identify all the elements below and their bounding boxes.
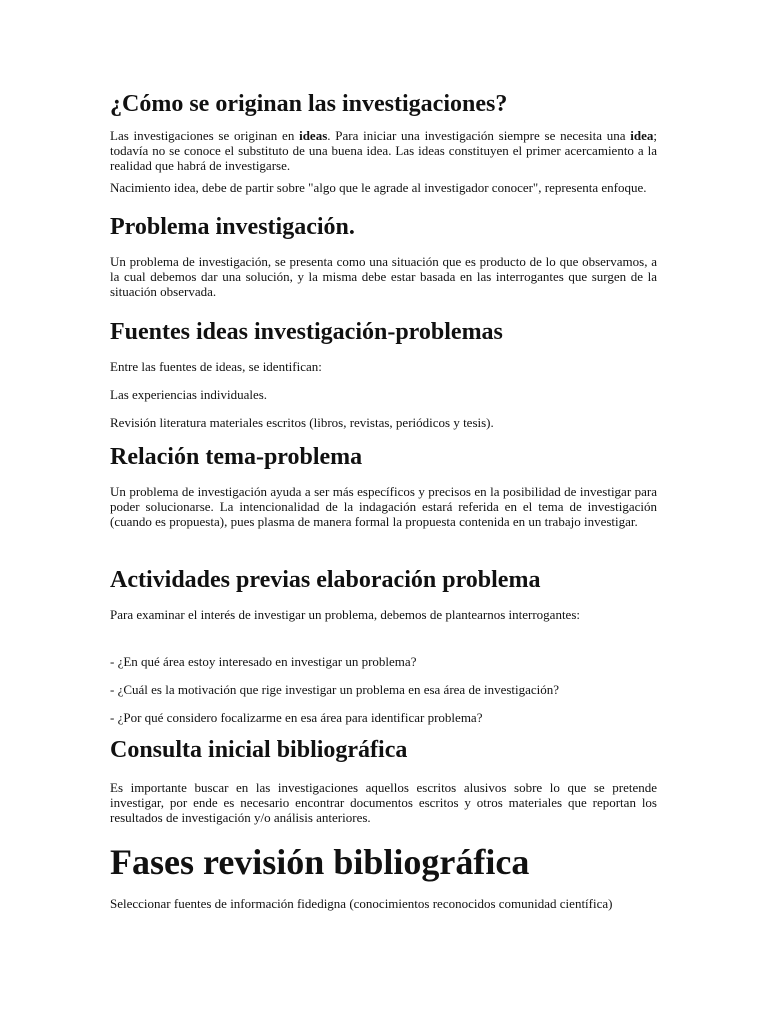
- heading-consulta-inicial: Consulta inicial bibliográfica: [110, 737, 408, 763]
- paragraph-origen-ideas: Las investigaciones se originan en ideas. Para iniciar una investigación siempre se necesita una idea; todavía no se conoce el substituto de una buena idea. Las ideas constituyen el primer acercamiento a la realidad que habrá de investigarse.: [110, 128, 657, 173]
- list-item-question-3: - ¿Por qué considero focalizarme en esa área para identificar problema?: [110, 710, 483, 725]
- paragraph-experiencias: Las experiencias individuales.: [110, 387, 268, 402]
- heading-fases-revision: Fases revisión bibliográfica: [110, 842, 530, 882]
- paragraph-problema-investigacion: Un problema de investigación, se presenta como una situación que es producto de lo que observamos, a la cual debemos dar una solución, y la misma debe estar basada en las interrogantes que surgen de la situación observada.: [110, 254, 657, 299]
- heading-relacion-tema-problema: Relación tema-problema: [110, 444, 363, 470]
- paragraph-actividades-intro: Para examinar el interés de investigar un problema, debemos de plantearnos interrogantes:: [110, 607, 580, 622]
- paragraph-relacion-tema-problema: Un problema de investigación ayuda a ser más específicos y precisos en la posibilidad de investigar para poder solucionarse. La intencionalidad de la indagación estará referida en el tema de investigación (cuando es propuesta), pues plasma de manera formal la propuesta contenida en un trabajo investigar.: [110, 484, 657, 529]
- paragraph-consulta-inicial: Es importante buscar en las investigaciones aquellos escritos alusivos sobre lo que se pretende investigar, por ende es necesario encontrar documentos escritos y otros materiales que reportan los resultados de investigación y/o análisis anteriores.: [110, 780, 657, 825]
- heading-origen-investigaciones: ¿Cómo se originan las investigaciones?: [110, 91, 508, 117]
- paragraph-fases-revision: Seleccionar fuentes de información fidedigna (conocimientos reconocidos comunidad científica): [110, 896, 613, 911]
- heading-problema-investigacion: Problema investigación.: [110, 214, 355, 240]
- paragraph-fuentes-intro: Entre las fuentes de ideas, se identifican:: [110, 359, 322, 374]
- heading-fuentes-ideas: Fuentes ideas investigación-problemas: [110, 319, 503, 345]
- list-item-question-1: - ¿En qué área estoy interesado en investigar un problema?: [110, 654, 417, 669]
- paragraph-revision-literatura: Revisión literatura materiales escritos (libros, revistas, periódicos y tesis).: [110, 415, 494, 430]
- heading-actividades-previas: Actividades previas elaboración problema: [110, 567, 541, 593]
- list-item-question-2: - ¿Cuál es la motivación que rige investigar un problema en esa área de investigación?: [110, 682, 560, 697]
- paragraph-nacimiento-idea: Nacimiento idea, debe de partir sobre "algo que le agrade al investigador conocer", representa enfoque.: [110, 180, 647, 195]
